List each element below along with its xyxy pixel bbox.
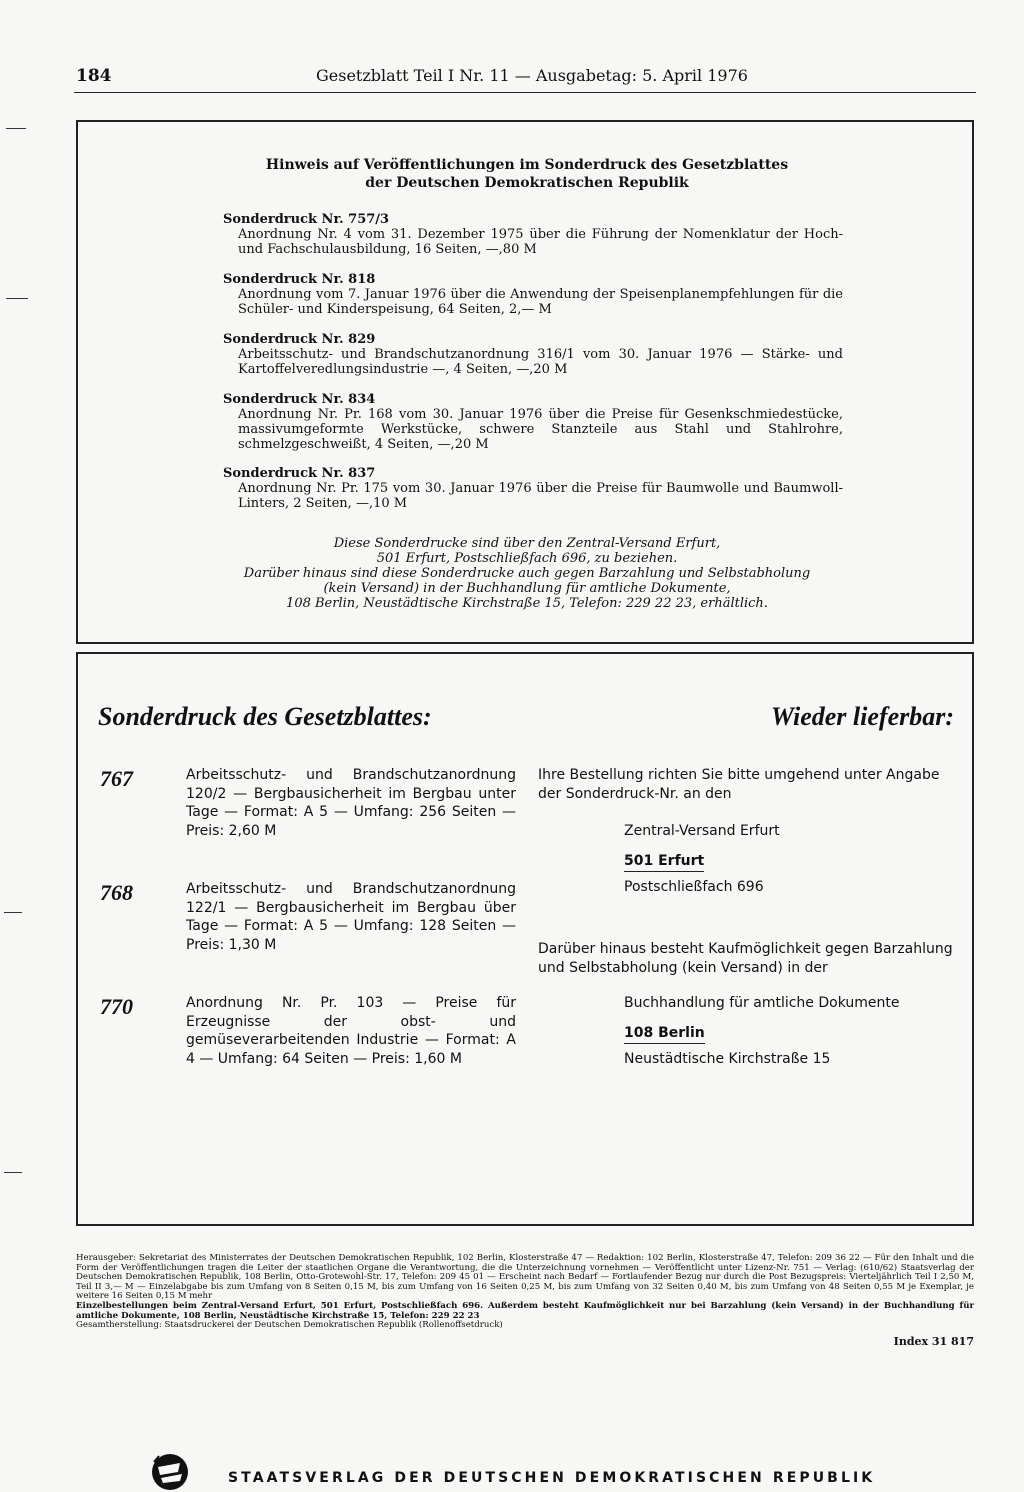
- offer-availability-title: Wieder lieferbar:: [770, 702, 954, 731]
- notice-item-text: Anordnung Nr. Pr. 168 vom 30. Januar 1976 über die Preise für Gesenkschmiedestücke, massivumgeformte Werkstücke, schwere Stanzteile aus Stahl und Stahlrohre, schmelzgeschweißt, 4 Seiten, —,20 M: [238, 407, 843, 452]
- notice-item-heading: Sonderdruck Nr. 829: [223, 332, 376, 347]
- imprint-printer: Gesamtherstellung: Staatsdruckerei der Deutschen Demokratischen Republik (Rollenoffsetdruck): [76, 1320, 503, 1331]
- notice-box: [76, 120, 974, 644]
- notice-item: [223, 466, 843, 511]
- notice-footer: [78, 536, 976, 611]
- notice-item: [223, 332, 843, 377]
- publisher-logo-icon: [150, 1452, 190, 1492]
- notice-footer-line: (kein Versand) in der Buchhandlung für amtliche Dokumente,: [323, 581, 731, 596]
- header-rule: [74, 92, 976, 93]
- offer-description: Arbeitsschutz- und Brandschutzanordnung 122/1 — Bergbausicherheit im Bergbau über Tage — Format: A 5 — Umfang: 128 Seiten — Preis: 1,30 M: [186, 881, 516, 953]
- order-intro: Ihre Bestellung richten Sie bitte umgehend unter Angabe der Sonderdruck-Nr. an den: [538, 767, 940, 802]
- address1-name: Zentral-Versand Erfurt: [624, 823, 780, 839]
- margin-mark: [6, 298, 28, 299]
- offer-description: Anordnung Nr. Pr. 103 — Preise für Erzeugnisse der obst- und gemüseverarbeitenden Industrie — Format: A 4 — Umfang: 64 Seiten — Preis: 1,60 M: [186, 995, 516, 1067]
- publisher-name: STAATSVERLAG DER DEUTSCHEN DEMOKRATISCHEN REPUBLIK: [228, 1470, 876, 1486]
- notice-item-text: Arbeitsschutz- und Brandschutzanordnung 316/1 vom 30. Januar 1976 — Stärke- und Kartoffelveredlungsindustrie —, 4 Seiten, —,20 M: [238, 347, 843, 377]
- address2-street: Neustädtische Kirchstraße 15: [624, 1051, 831, 1067]
- notice-footer-line: 108 Berlin, Neustädtische Kirchstraße 15, Telefon: 229 22 23, erhältlich.: [286, 596, 768, 611]
- notice-footer-line: 501 Erfurt, Postschließfach 696, zu beziehen.: [376, 551, 678, 566]
- notice-item-text: Anordnung Nr. 4 vom 31. Dezember 1975 über die Führung der Nomenklatur der Hoch- und Fachschulausbildung, 16 Seiten, —,80 M: [238, 227, 843, 257]
- notice-item: [223, 392, 843, 452]
- imprint: [76, 1254, 974, 1331]
- index-number: Index 31 817: [893, 1335, 974, 1348]
- offer-title: Sonderdruck des Gesetzblattes:: [98, 702, 432, 731]
- notice-title-line1: Hinweis auf Veröffentlichungen im Sonderdruck des Gesetzblattes: [265, 157, 789, 173]
- margin-mark: [6, 128, 26, 129]
- margin-mark: [4, 912, 22, 913]
- address1-box: Postschließfach 696: [624, 879, 764, 895]
- offer-description: Arbeitsschutz- und Brandschutzanordnung 120/2 — Bergbausicherheit im Bergbau unter Tage — Format: A 5 — Umfang: 256 Seiten — Preis: 2,60 M: [186, 767, 516, 839]
- address1-city: 501 Erfurt: [624, 853, 704, 872]
- notice-item-text: Anordnung vom 7. Januar 1976 über die Anwendung der Speisenplanempfehlungen für die Schüler- und Kinderspeisung, 64 Seiten, 2,— M: [238, 287, 843, 317]
- page-number: 184: [76, 66, 112, 86]
- notice-item-heading: Sonderdruck Nr. 757/3: [223, 212, 390, 227]
- offer-number: 767: [100, 766, 133, 791]
- margin-mark: [4, 1172, 22, 1173]
- offer-number: 770: [100, 994, 133, 1019]
- notice-item-heading: Sonderdruck Nr. 834: [223, 392, 376, 407]
- address2-city: 108 Berlin: [624, 1025, 705, 1044]
- notice-item-text: Anordnung Nr. Pr. 175 vom 30. Januar 1976 über die Preise für Baumwolle und Baumwoll-Linters, 2 Seiten, —,10 M: [238, 481, 843, 511]
- notice-title: [78, 156, 976, 192]
- notice-title-line2: der Deutschen Demokratischen Republik: [365, 175, 689, 191]
- imprint-order-text: Einzelbestellungen beim Zentral-Versand Erfurt, 501 Erfurt, Postschließfach 696. Außerdem besteht Kaufmöglichkeit nur bei Barzahlung (kein Versand) in der Buchhandlung für amtliche Dokumente, 108 Berlin, Neustädtische Kirchstraße 15, Telefon: 229 22 23: [76, 1300, 974, 1321]
- notice-footer-line: Diese Sonderdrucke sind über den Zentral-Versand Erfurt,: [333, 536, 721, 551]
- offer-number: 768: [100, 880, 133, 905]
- notice-item: [223, 212, 843, 257]
- notice-footer-line: Darüber hinaus sind diese Sonderdrucke auch gegen Barzahlung und Selbstabholung: [243, 566, 811, 581]
- alt-intro: Darüber hinaus besteht Kaufmöglichkeit gegen Barzahlung und Selbstabholung (kein Versand) in der: [538, 941, 953, 976]
- notice-item: [223, 272, 843, 317]
- address2-name: Buchhandlung für amtliche Dokumente: [624, 995, 900, 1011]
- notice-item-heading: Sonderdruck Nr. 837: [223, 466, 376, 481]
- running-header-title: Gesetzblatt Teil I Nr. 11 — Ausgabetag: 5. April 1976: [316, 66, 748, 85]
- notice-item-heading: Sonderdruck Nr. 818: [223, 272, 376, 287]
- imprint-text: Herausgeber: Sekretariat des Ministerrates der Deutschen Demokratischen Republik, 102 Berlin, Klosterstraße 47 — Redaktion: 102 Berlin, Klosterstraße 47, Telefon: 209 36 22 — Für den Inhalt und die Form der Veröffentlichungen tragen die Leiter der staatlichen Organe die Verantwortung, die die Unterzeichnung vornehmen — Veröffentlicht unter Lizenz-Nr. 751 — Verlag: (610/62) Staatsverlag der Deutschen Demokratischen Republik, 108 Berlin, Otto-Grotewohl-Str. 17, Telefon: 209 45 01 — Erscheint nach Bedarf — Fortlaufender Bezug nur durch die Post Bezugspreis: Vierteljährlich Teil I 2,50 M, Teil II 3,— M — Einzelabgabe bis zum Umfang von 8 Seiten 0,15 M, bis zum Umfang von 16 Seiten 0,25 M, bis zum Umfang von 32 Seiten 0,40 M, bis zum Umfang von 48 Seiten 0,55 M je Exemplar, je weitere 16 Seiten 0,15 M mehr: [76, 1253, 974, 1302]
